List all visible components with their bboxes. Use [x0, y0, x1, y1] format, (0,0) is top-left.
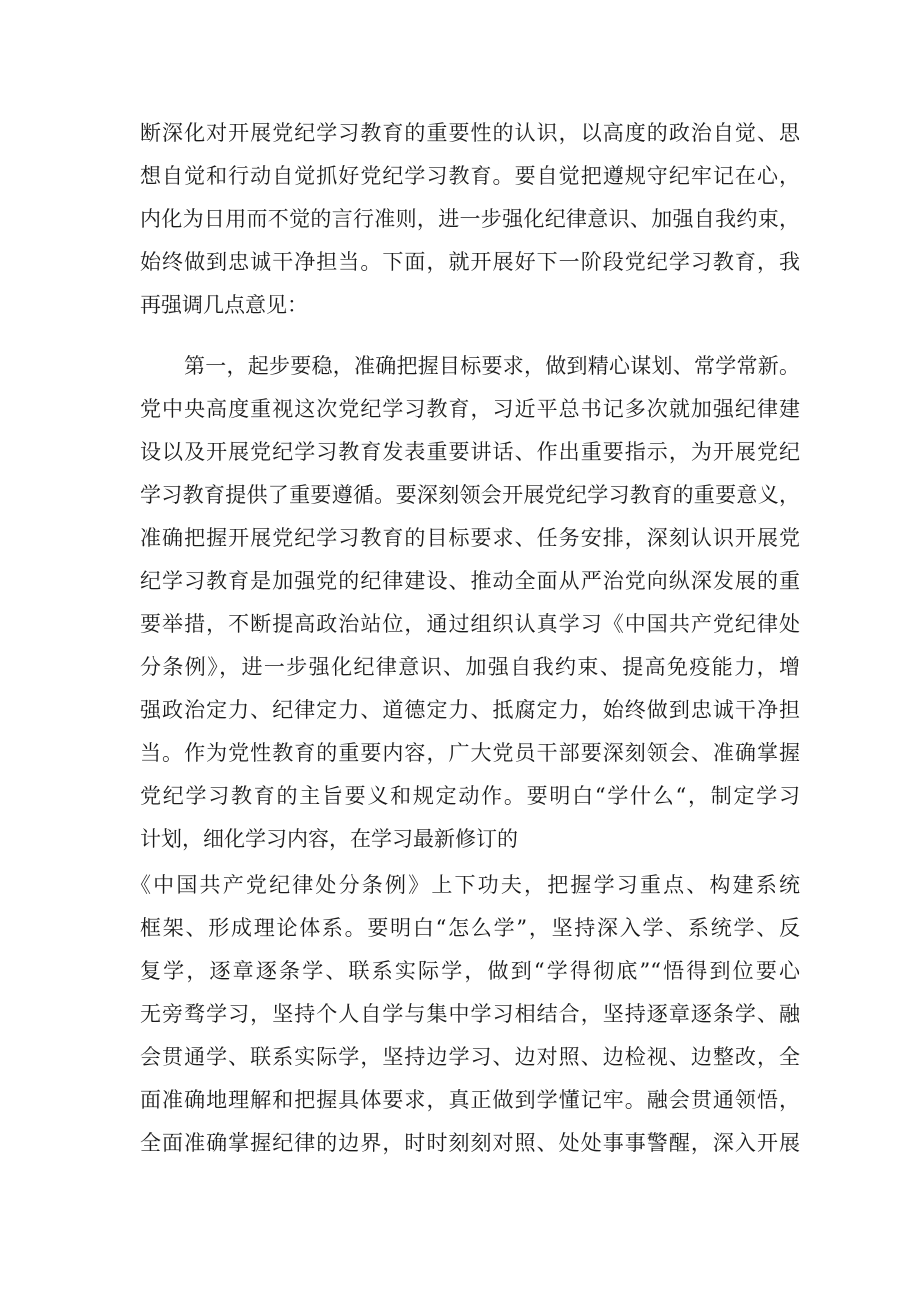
paragraph-2-line-5: 准确把握开展党纪学习教育的目标要求、任务安排，深刻认识开展党: [140, 526, 800, 550]
paragraph-1-line-4: 始终做到忠诚干净担当。下面，就开展好下一阶段党纪学习教育，我: [140, 250, 800, 274]
paragraph-1-line-5: 再强调几点意见：: [140, 293, 308, 317]
paragraph-2-line-9: 强政治定力、纪律定力、道德定力、抵腐定力，始终做到忠诚干净担: [140, 698, 800, 722]
paragraph-2-line-7: 要举措，不断提高政治站位，通过组织认真学习《中国共产党纪律处: [140, 612, 800, 636]
paragraph-2-line-14: 框架、形成理论体系。要明白“怎么学”，坚持深入学、系统学、反: [140, 916, 800, 940]
paragraph-2-line-16: 无旁骛学习，坚持个人自学与集中学习相结合，坚持逐章逐条学、融: [140, 1002, 800, 1026]
paragraph-1-line-2: 想自觉和行动自觉抓好党纪学习教育。要自觉把遵规守纪牢记在心，: [140, 164, 800, 188]
paragraph-2-line-18: 面准确地理解和把握具体要求，真正做到学懂记牢。融会贯通领悟，: [140, 1088, 800, 1112]
paragraph-2-line-2: 党中央高度重视这次党纪学习教育，习近平总书记多次就加强纪律建: [140, 397, 800, 421]
paragraph-1-line-3: 内化为日用而不觉的言行准则，进一步强化纪律意识、加强自我约束，: [140, 207, 800, 231]
paragraph-2-line-10: 当。作为党性教育的重要内容，广大党员干部要深刻领会、准确掌握: [140, 741, 800, 765]
paragraph-2-line-8: 分条例》，进一步强化纪律意识、加强自我约束、提高免疫能力，增: [140, 655, 800, 679]
paragraph-2-line-19: 全面准确掌握纪律的边界，时时刻刻对照、处处事事警醒，深入开展: [140, 1131, 800, 1155]
paragraph-2-line-12: 计划，细化学习内容，在学习最新修订的: [140, 827, 518, 851]
paragraph-2-line-3: 设以及开展党纪学习教育发表重要讲话、作出重要指示，为开展党纪: [140, 440, 800, 464]
paragraph-2-line-13: 《中国共产党纪律处分条例》上下功夫，把握学习重点、构建系统: [130, 873, 800, 897]
paragraph-1-line-1: 断深化对开展党纪学习教育的重要性的认识，以高度的政治自觉、思: [140, 121, 800, 145]
paragraph-2-line-17: 会贯通学、联系实际学，坚持边学习、边对照、边检视、边整改，全: [140, 1045, 800, 1069]
paragraph-2-line-6: 纪学习教育是加强党的纪律建设、推动全面从严治党向纵深发展的重: [140, 569, 800, 593]
paragraph-2-line-11: 党纪学习教育的主旨要义和规定动作。要明白“学什么“，制定学习: [140, 784, 800, 808]
paragraph-2-line-15: 复学，逐章逐条学、联系实际学，做到“学得彻底”“悟得到位要心: [140, 959, 800, 983]
paragraph-2-line-4: 学习教育提供了重要遵循。要深刻领会开展党纪学习教育的重要意义，: [140, 483, 800, 507]
paragraph-2-line-1: 第一，起步要稳，准确把握目标要求，做到精心谋划、常学常新。: [184, 354, 800, 378]
